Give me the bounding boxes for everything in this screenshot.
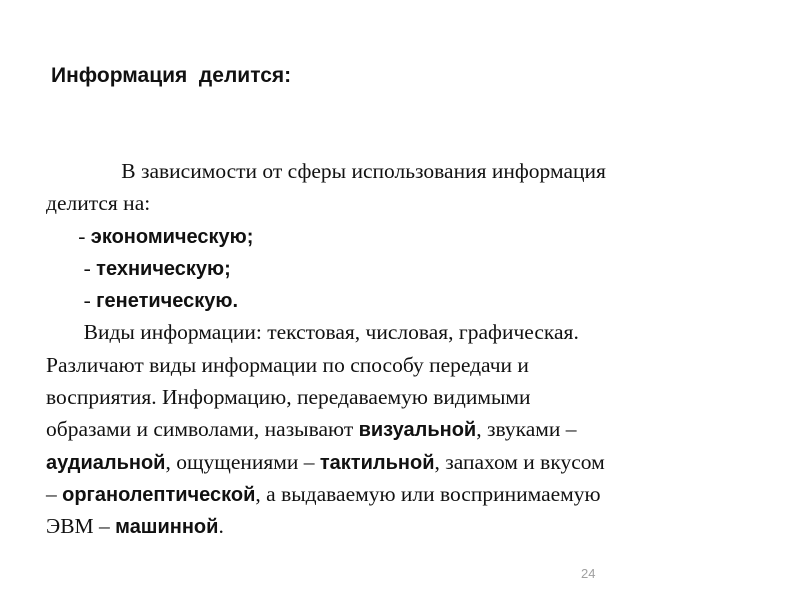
- list-dash: -: [46, 288, 97, 313]
- term-audial: аудиальной: [46, 451, 166, 474]
- body-line-9: [46, 413, 756, 445]
- text-segment: , звуками –: [476, 417, 577, 442]
- body-line-11: [46, 478, 756, 510]
- list-item-genetic: [46, 284, 756, 316]
- list-item-technical: [46, 252, 756, 284]
- list-dash: -: [46, 255, 97, 280]
- text-segment: , а выдаваемую или воспринимаемую: [255, 481, 601, 506]
- term-machine: машинной: [115, 516, 219, 539]
- term-genetic: генетическую.: [96, 290, 239, 313]
- term-visual: визуальной: [358, 419, 477, 442]
- body-line-7: Различают виды информации по способу передачи и: [46, 352, 529, 377]
- text-segment: , ощущениями –: [165, 449, 320, 474]
- body-line-1: В зависимости от сферы использования информация: [46, 159, 606, 183]
- text-segment: .: [218, 514, 224, 539]
- body-line-8: восприятия. Информацию, передаваемую видимыми: [46, 385, 531, 410]
- slide-body: [46, 155, 756, 543]
- term-technical: техническую;: [96, 257, 231, 280]
- term-economic: экономическую;: [90, 225, 254, 248]
- list-item-economic: [46, 220, 756, 252]
- slide-title: Информация делится:: [51, 64, 292, 87]
- body-line-2: делится на:: [46, 191, 151, 216]
- page-number: 24: [581, 566, 596, 581]
- body-line-10: [46, 446, 756, 478]
- term-organoleptic: органолептической: [62, 483, 256, 506]
- text-segment: образами и символами, называют: [46, 417, 359, 442]
- body-line-12: [46, 510, 756, 542]
- text-segment: , запахом и вкусом: [434, 449, 605, 474]
- text-segment: ЭВМ –: [46, 514, 116, 539]
- term-tactile: тактильной: [319, 451, 435, 474]
- text-segment: –: [46, 481, 63, 506]
- body-line-6: Виды информации: текстовая, числовая, графическая.: [46, 320, 579, 345]
- list-dash: -: [46, 223, 91, 248]
